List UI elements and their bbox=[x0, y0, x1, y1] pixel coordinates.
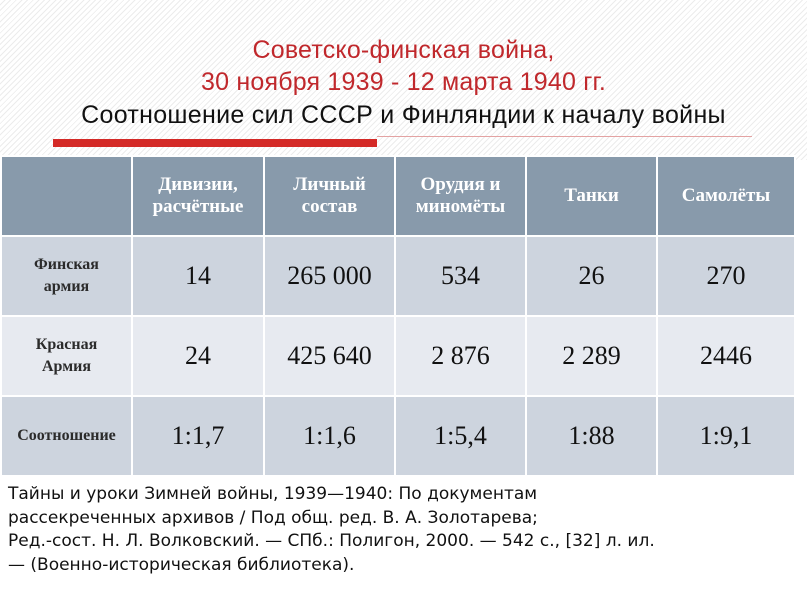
table-cell: 1:1,6 bbox=[264, 396, 395, 476]
reference-line: рассекреченных архивов / Под общ. ред. В. А. Золотарева; bbox=[8, 507, 538, 528]
bibliographic-reference bbox=[8, 483, 798, 577]
reference-line: Тайны и уроки Зимней войны, 1939—1940: По документам bbox=[8, 484, 538, 504]
row-label: Красная Армия bbox=[1, 316, 132, 396]
header-divisions: Дивизии, расчётные bbox=[132, 156, 264, 236]
table-cell: 26 bbox=[526, 236, 657, 316]
reference-line: — (Военно-историческая библиотека). bbox=[8, 554, 355, 575]
table-row-red-army bbox=[1, 316, 795, 396]
table-cell: 2446 bbox=[657, 316, 795, 396]
row-label: Соотношение bbox=[1, 396, 132, 476]
table-cell: 1:9,1 bbox=[657, 396, 795, 476]
reference-line: Ред.-сост. Н. Л. Волковский. — СПб.: Полигон, 2000. — 542 с., [32] л. ил. bbox=[8, 531, 655, 551]
row-label: Финская армия bbox=[1, 236, 132, 316]
subtitle: Соотношение сил СССР и Финляндии к началу войны bbox=[81, 101, 726, 129]
header-guns-mortars: Орудия и миномёты bbox=[395, 156, 526, 236]
thin-divider-line bbox=[377, 136, 752, 137]
table-cell: 534 bbox=[395, 236, 526, 316]
table-cell: 2 289 bbox=[526, 316, 657, 396]
table-row-finnish-army bbox=[1, 236, 795, 316]
table-cell: 1:88 bbox=[526, 396, 657, 476]
red-accent-bar bbox=[53, 139, 377, 147]
slide-title bbox=[0, 34, 807, 131]
table-cell: 2 876 bbox=[395, 316, 526, 396]
table-row-ratio bbox=[1, 396, 795, 476]
header-corner-cell bbox=[1, 156, 132, 236]
title-line-1: Советско-финская война, bbox=[252, 36, 555, 64]
table-cell: 24 bbox=[132, 316, 264, 396]
header-tanks: Танки bbox=[526, 156, 657, 236]
table-cell: 1:5,4 bbox=[395, 396, 526, 476]
table-cell: 14 bbox=[132, 236, 264, 316]
table-cell: 1:1,7 bbox=[132, 396, 264, 476]
header-aircraft: Самолёты bbox=[657, 156, 795, 236]
table-header-row bbox=[1, 156, 795, 236]
forces-ratio-table bbox=[0, 155, 796, 477]
table-cell: 270 bbox=[657, 236, 795, 316]
title-line-2: 30 ноября 1939 - 12 марта 1940 гг. bbox=[201, 68, 606, 96]
table-cell: 425 640 bbox=[264, 316, 395, 396]
header-personnel: Личный состав bbox=[264, 156, 395, 236]
table-cell: 265 000 bbox=[264, 236, 395, 316]
